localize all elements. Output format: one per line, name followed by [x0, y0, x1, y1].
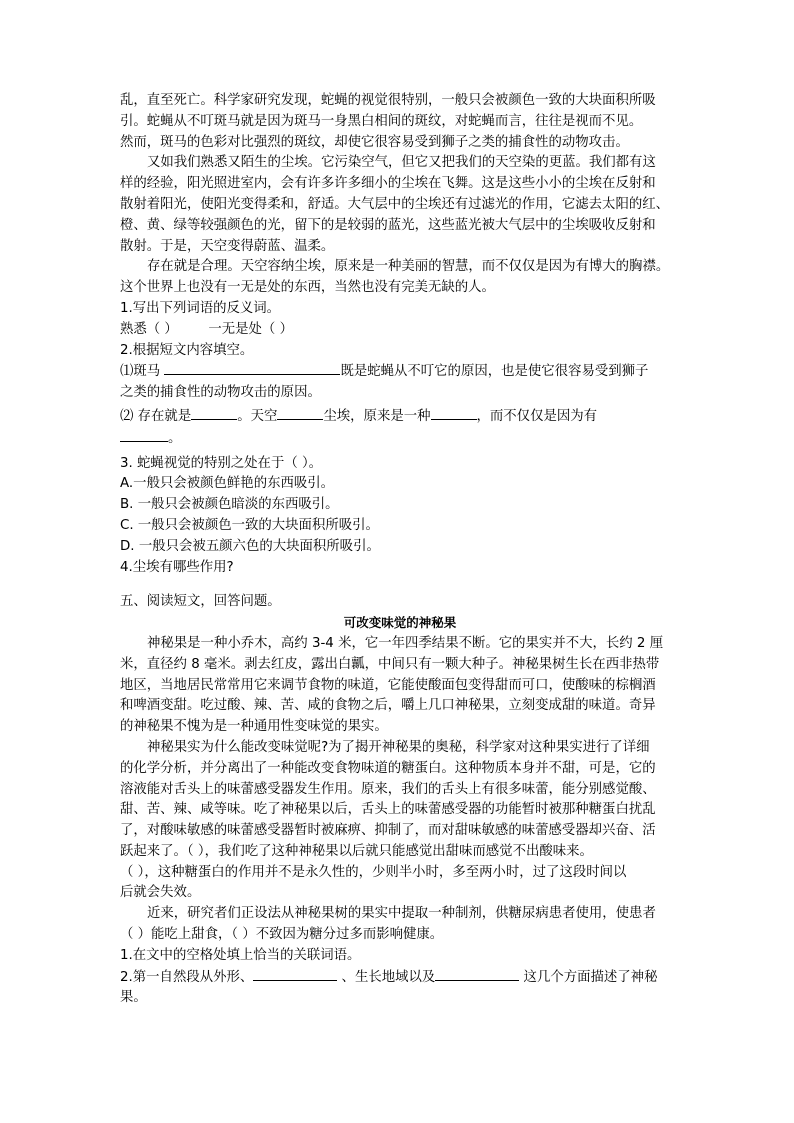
text-line: 又如我们熟悉又陌生的尘埃。它污染空气，但它又把我们的天空染的更蓝。我们都有这 [147, 155, 656, 171]
text-line: 神秘果是一种小乔木，高约 3-4 米，它一年四季结果不断。它的果实并不大，长约 2 厘 [147, 635, 664, 651]
section5-question-2: 2.第一自然段从外形、 、生长地域以及 这几个方面描述了神秘 [120, 967, 680, 989]
text-line: 地区，当地居民常常用它来调节食物的味道，它能使酸面包变得甜而可口，使酸味的棕榈酒 [120, 677, 656, 693]
text-line: 近来，研究者们正设法从神秘果树的果实中提取一种制剂，供糖尿病患者使用，使患者 [147, 906, 656, 922]
text-line: 样的经验，阳光照进室内，会有许多许多细小的尘埃在飞舞。这是这些小小的尘埃在反射和 [120, 176, 656, 192]
question-2: 2.根据短文内容填空。 [120, 342, 254, 358]
question-1-answers [120, 320, 680, 341]
antonym-blank-useless[interactable]: 一无是处（ ） [208, 321, 293, 337]
text-line: 跃起来了。（ ），我们吃了这种神秘果以后就只能感觉出甜味而感觉不出酸味来。 [120, 843, 593, 859]
question-1: 1.写出下列词语的反义词。 [120, 300, 281, 316]
passage1-paragraph-1 [120, 91, 680, 153]
option-c[interactable]: C. 一般只会被颜色一致的大块面积所吸引。 [120, 517, 379, 533]
fill-blank[interactable] [164, 361, 340, 375]
text-line: 乱，直至死亡。科学家研究发现，蛇蝇的视觉很特别，一般只会被颜色一致的大块面积所吸 [120, 93, 656, 108]
text-line: 这个世界上也没有一无是处的东西，当然也没有完美无缺的人。 [120, 280, 495, 296]
document-content [120, 91, 680, 1009]
text-line: 了，对酸味敏感的味蕾感受器暂时被麻痹、抑制了，而对甜味敏感的味蕾感受器却兴奋、活 [120, 823, 656, 839]
question-2-2-continued: 。 [120, 428, 680, 450]
passage1-paragraph-2 [120, 153, 680, 257]
text-line: 橙、黄、绿等较强颜色的光，留下的是较弱的蓝光，这些蓝光被大气层中的尘埃吸收反射和 [120, 217, 656, 233]
fill-blank[interactable] [191, 406, 237, 420]
question-3: 3. 蛇蝇视觉的特别之处在于（ ）。 [120, 455, 323, 471]
spacer [120, 578, 680, 592]
text-line: 和啤酒变甜。吃过酸、辣、苦、咸的食物之后，嚼上几口神秘果，立刻变成甜的味道。奇异 [120, 698, 656, 714]
text-line: 存在就是合理。天空容纳尘埃，原来是一种美丽的智慧，而不仅仅是因为有博大的胸襟。 [147, 259, 670, 275]
text-line: 的神秘果不愧为是一种通用性变味觉的果实。 [120, 719, 388, 735]
text-line: 米，直径约 8 毫米。剥去红皮，露出白瓤，中间只有一颗大种子。神秘果树生长在西非热带 [120, 656, 660, 672]
question-2-2: ⑵ 存在就是 。天空 尘埃，原来是一种 ，而不仅仅是因为有 [120, 406, 680, 428]
text-line: 后就会失效。 [120, 885, 201, 901]
option-b[interactable]: B. 一般只会被颜色暗淡的东西吸引。 [120, 497, 339, 513]
section5-question-1: 1.在文中的空格处填上恰当的关联词语。 [120, 947, 361, 963]
text-line: 散射。于是，天空变得蔚蓝、温柔。 [120, 238, 335, 254]
text-line: （ ），这种糖蛋白的作用并不是永久性的，少则半小时，多至两小时，过了这段时间以 [120, 864, 627, 880]
question-2-1-continued: 之类的捕食性的动物攻击的原因。 [120, 385, 321, 401]
option-d[interactable]: D. 一般只会被五颜六色的大块面积所吸引。 [120, 538, 380, 554]
fill-blank[interactable] [435, 967, 519, 981]
fill-blank[interactable] [431, 406, 477, 420]
antonym-blank-familiar[interactable]: 熟悉（ ） [120, 321, 178, 337]
text-line: （ ）能吃上甜食，（ ）不致因为糖分过多而影响健康。 [120, 927, 444, 943]
text-line: 甜、苦、辣、咸等味。吃了神秘果以后，舌头上的味蕾感受器的功能暂时被那种糖蛋白扰乱 [120, 802, 656, 818]
text-line: 的化学分析，并分离出了一种能改变食物味道的糖蛋白。这种物质本身并不甜，可是，它的 [120, 760, 656, 776]
fill-blank[interactable] [277, 406, 323, 420]
section5-paragraph-3 [120, 904, 680, 946]
passage-title: 可改变味觉的神秘果 [343, 615, 457, 631]
passage1-paragraph-3 [120, 257, 680, 299]
text-line: 神秘果实为什么能改变味觉呢?为了揭开神秘果的奥秘，科学家对这种果实进行了详细 [147, 739, 650, 755]
question-4: 4.尘埃有哪些作用? [120, 559, 234, 575]
section5-question-2-continued: 果。 [120, 990, 147, 1006]
section5-paragraph-2 [120, 738, 680, 904]
question-2-1: ⑴斑马 既是蛇蝇从不叮它的原因，也是使它很容易受到狮子 [120, 361, 680, 383]
fill-blank[interactable] [253, 967, 337, 981]
text-line: 然而，斑马的色彩对比强烈的斑纹，却使它很容易受到狮子之类的捕食性的动物攻击。 [120, 134, 629, 150]
section5-paragraph-1 [120, 634, 680, 738]
text-line: 散射着阳光，使阳光变得柔和，舒适。大气层中的尘埃还有过滤光的作用，它滤去太阳的红、 [120, 196, 670, 212]
text-line: 溶液能对舌头上的味蕾感受器发生作用。原来，我们的舌头上有很多味蕾，能分别感觉酸、 [120, 781, 656, 797]
fill-blank[interactable] [120, 428, 168, 442]
text-line: 引。蛇蝇从不叮斑马就是因为斑马一身黑白相间的斑纹，对蛇蝇而言，往往是视而不见。 [120, 113, 643, 129]
section-heading: 五、阅读短文，回答问题。 [120, 594, 281, 610]
option-a[interactable]: A.一般只会被颜色鲜艳的东西吸引。 [120, 476, 335, 492]
